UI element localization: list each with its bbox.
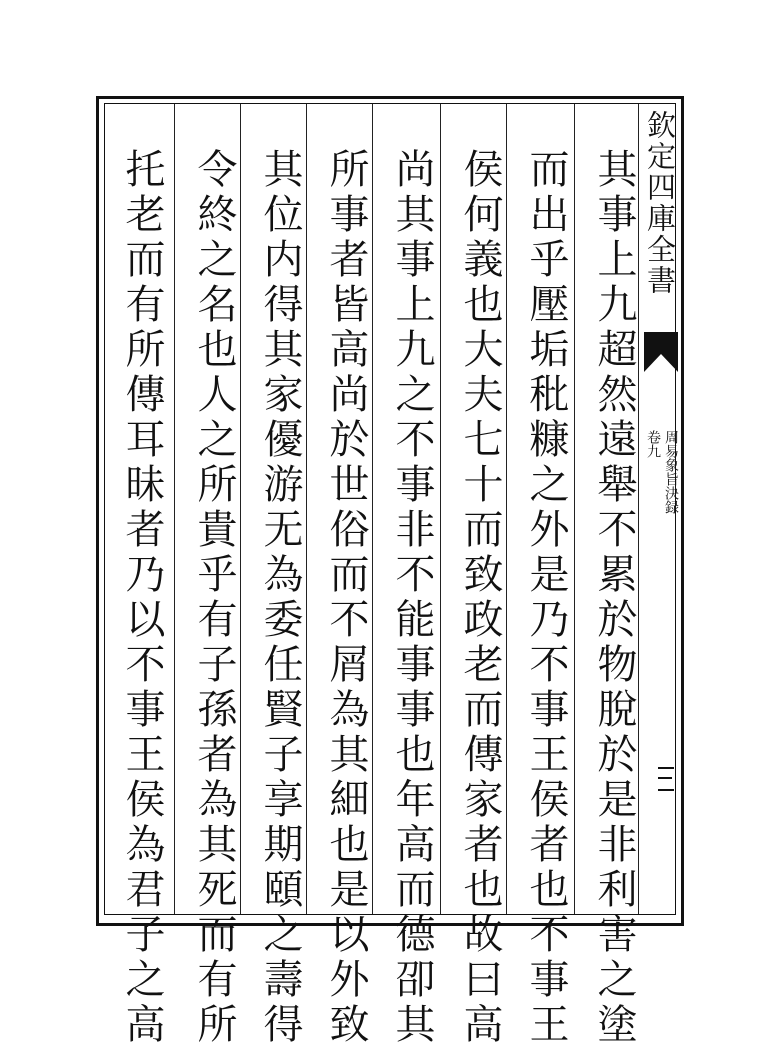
column-rule: [574, 104, 575, 914]
book-title: 周易象旨決録: [663, 430, 679, 514]
text-column-3: 侯何義也大夫七十而致政老而傳家者也故曰高: [457, 148, 503, 1048]
collection-title: 欽定四庫全書: [643, 110, 677, 296]
column-rule: [174, 104, 175, 914]
text-column-2: 而出乎壓垢秕糠之外是乃不事王侯者也不事王: [523, 148, 569, 1048]
text-column-7: 令終之名也人之所貴乎有子孫者為其死而有所: [191, 148, 237, 1048]
column-rule: [440, 104, 441, 914]
text-column-8: 托老而有所傳耳昧者乃以不事王侯為君子之高: [119, 148, 165, 1048]
text-column-1: 其事上九超然遠舉不累於物脫於是非利害之塗: [591, 148, 637, 1048]
page-number-mark-icon: [656, 760, 676, 800]
text-column-5: 所事者皆高尚於世俗而不屑為其細也是以外致: [323, 148, 369, 1048]
text-column-6: 其位内得其家優游无為委任賢子享期頤之壽得: [257, 148, 303, 1048]
fishtail-mark-icon: [644, 332, 678, 378]
volume-label: 卷九: [645, 430, 661, 458]
text-column-4: 尚其事上九之不事非不能事事也年高而德卲其: [389, 148, 435, 1048]
